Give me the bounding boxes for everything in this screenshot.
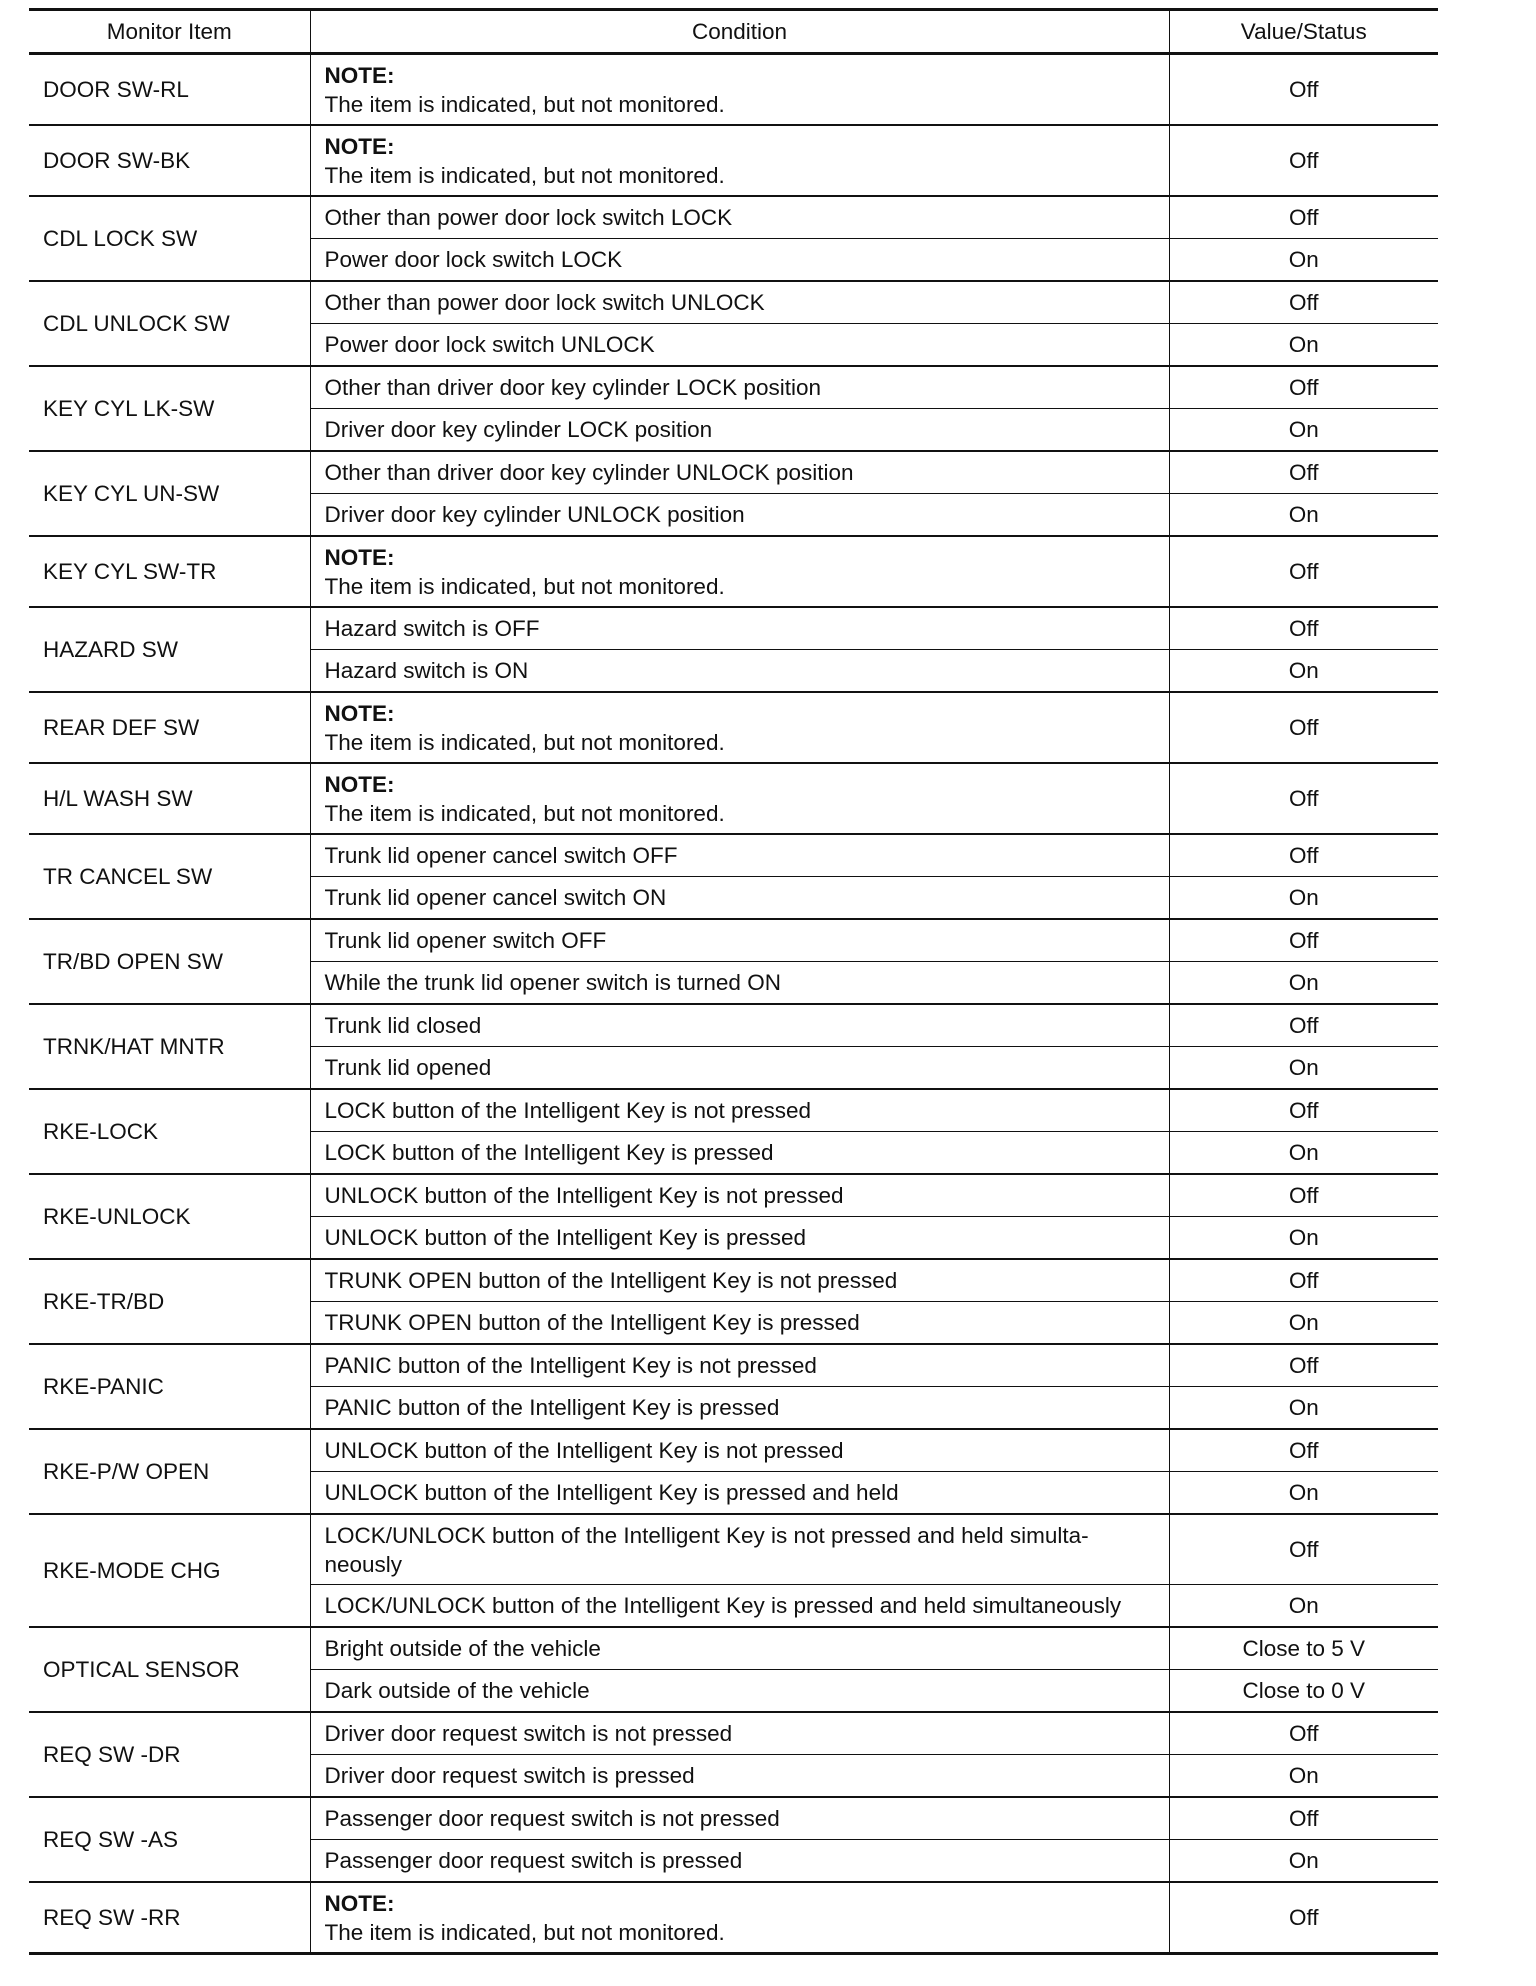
monitor-item-cell: REQ SW -RR — [29, 1882, 310, 1954]
monitor-item-cell: KEY CYL UN-SW — [29, 451, 310, 536]
note-text: The item is indicated, but not monitored. — [324, 573, 725, 599]
value-status-cell: Off — [1169, 536, 1438, 607]
condition-cell — [310, 536, 1169, 607]
value-status-cell: On — [1169, 1472, 1438, 1515]
value-status-cell: Off — [1169, 607, 1438, 650]
condition-cell: Hazard switch is OFF — [310, 607, 1169, 650]
table-row — [29, 607, 1438, 650]
value-status-cell: On — [1169, 1132, 1438, 1175]
document-page — [29, 8, 1438, 1955]
value-status-cell: On — [1169, 1217, 1438, 1260]
value-status-cell: Off — [1169, 1797, 1438, 1840]
table-row — [29, 451, 1438, 494]
condition-cell: LOCK button of the Intelligent Key is pressed — [310, 1132, 1169, 1175]
table-row — [29, 1429, 1438, 1472]
value-status-cell: Off — [1169, 1174, 1438, 1217]
condition-cell: Trunk lid opened — [310, 1047, 1169, 1090]
value-status-cell: Off — [1169, 1712, 1438, 1755]
condition-cell: UNLOCK button of the Intelligent Key is pressed and held — [310, 1472, 1169, 1515]
value-status-cell: Off — [1169, 1344, 1438, 1387]
condition-cell: Driver door key cylinder LOCK position — [310, 409, 1169, 452]
value-status-cell: Off — [1169, 1429, 1438, 1472]
note-text: The item is indicated, but not monitored. — [324, 729, 725, 755]
value-status-cell: On — [1169, 1047, 1438, 1090]
condition-cell: UNLOCK button of the Intelligent Key is not pressed — [310, 1174, 1169, 1217]
condition-cell: Trunk lid closed — [310, 1004, 1169, 1047]
monitor-item-cell: RKE-P/W OPEN — [29, 1429, 310, 1514]
header-value-status: Value/Status — [1169, 10, 1438, 54]
table-row — [29, 281, 1438, 324]
monitor-item-cell: RKE-UNLOCK — [29, 1174, 310, 1259]
monitor-item-cell: OPTICAL SENSOR — [29, 1627, 310, 1712]
monitor-item-cell: TRNK/HAT MNTR — [29, 1004, 310, 1089]
value-status-cell: On — [1169, 1585, 1438, 1628]
table-row — [29, 1712, 1438, 1755]
condition-cell: LOCK/UNLOCK button of the Intelligent Key is pressed and held simultaneously — [310, 1585, 1169, 1628]
table-row — [29, 536, 1438, 607]
note-label: NOTE: — [324, 700, 395, 726]
table-row — [29, 125, 1438, 196]
table-row — [29, 834, 1438, 877]
condition-cell: PANIC button of the Intelligent Key is pressed — [310, 1387, 1169, 1430]
monitor-item-cell: CDL LOCK SW — [29, 196, 310, 281]
value-status-cell: Off — [1169, 1514, 1438, 1585]
condition-cell: Other than driver door key cylinder UNLOCK position — [310, 451, 1169, 494]
value-status-cell: On — [1169, 324, 1438, 367]
header-monitor-item: Monitor Item — [29, 10, 310, 54]
value-status-cell: Off — [1169, 1882, 1438, 1954]
table-row — [29, 1344, 1438, 1387]
monitor-item-cell: DOOR SW-RL — [29, 54, 310, 126]
condition-cell: UNLOCK button of the Intelligent Key is pressed — [310, 1217, 1169, 1260]
condition-cell — [310, 692, 1169, 763]
condition-cell: Trunk lid opener cancel switch ON — [310, 877, 1169, 920]
condition-cell: Power door lock switch LOCK — [310, 239, 1169, 282]
condition-cell — [310, 1882, 1169, 1954]
condition-cell: Trunk lid opener cancel switch OFF — [310, 834, 1169, 877]
note-label: NOTE: — [324, 1890, 395, 1916]
note-text: The item is indicated, but not monitored. — [324, 1919, 725, 1945]
monitor-item-cell: REAR DEF SW — [29, 692, 310, 763]
monitor-item-cell: REQ SW -AS — [29, 1797, 310, 1882]
condition-cell: LOCK button of the Intelligent Key is not pressed — [310, 1089, 1169, 1132]
note-label: NOTE: — [324, 62, 395, 88]
table-row — [29, 1514, 1438, 1585]
value-status-cell: Off — [1169, 1004, 1438, 1047]
monitor-table — [29, 8, 1438, 1955]
monitor-item-cell: RKE-MODE CHG — [29, 1514, 310, 1627]
value-status-cell: Off — [1169, 834, 1438, 877]
condition-cell: TRUNK OPEN button of the Intelligent Key is not pressed — [310, 1259, 1169, 1302]
table-row — [29, 1259, 1438, 1302]
monitor-item-cell: KEY CYL SW-TR — [29, 536, 310, 607]
value-status-cell: On — [1169, 409, 1438, 452]
table-row — [29, 1089, 1438, 1132]
condition-cell: LOCK/UNLOCK button of the Intelligent Key is not pressed and held simulta-neously — [310, 1514, 1169, 1585]
value-status-cell: Off — [1169, 366, 1438, 409]
table-row — [29, 366, 1438, 409]
table-row — [29, 1797, 1438, 1840]
condition-cell: Dark outside of the vehicle — [310, 1670, 1169, 1713]
condition-cell: While the trunk lid opener switch is turned ON — [310, 962, 1169, 1005]
monitor-item-cell: RKE-TR/BD — [29, 1259, 310, 1344]
monitor-item-cell: CDL UNLOCK SW — [29, 281, 310, 366]
table-row — [29, 1004, 1438, 1047]
condition-cell — [310, 54, 1169, 126]
value-status-cell: On — [1169, 962, 1438, 1005]
condition-cell: Bright outside of the vehicle — [310, 1627, 1169, 1670]
header-condition: Condition — [310, 10, 1169, 54]
monitor-item-cell: TR/BD OPEN SW — [29, 919, 310, 1004]
table-header — [29, 10, 1438, 54]
value-status-cell: On — [1169, 1387, 1438, 1430]
table-row — [29, 196, 1438, 239]
table-row — [29, 1882, 1438, 1954]
value-status-cell: Off — [1169, 281, 1438, 324]
condition-cell: Hazard switch is ON — [310, 650, 1169, 693]
condition-cell: UNLOCK button of the Intelligent Key is not pressed — [310, 1429, 1169, 1472]
monitor-item-cell: KEY CYL LK-SW — [29, 366, 310, 451]
condition-cell: Driver door request switch is not pressed — [310, 1712, 1169, 1755]
header-row — [29, 10, 1438, 54]
value-status-cell: Off — [1169, 1259, 1438, 1302]
note-text: The item is indicated, but not monitored. — [324, 162, 725, 188]
value-status-cell: On — [1169, 1302, 1438, 1345]
note-text: The item is indicated, but not monitored. — [324, 800, 725, 826]
value-status-cell: Off — [1169, 196, 1438, 239]
table-row — [29, 1174, 1438, 1217]
value-status-cell: Close to 0 V — [1169, 1670, 1438, 1713]
condition-cell: Driver door request switch is pressed — [310, 1755, 1169, 1798]
note-label: NOTE: — [324, 771, 395, 797]
table-body — [29, 54, 1438, 1954]
condition-cell: Passenger door request switch is pressed — [310, 1840, 1169, 1883]
condition-cell: Driver door key cylinder UNLOCK position — [310, 494, 1169, 537]
monitor-item-cell: DOOR SW-BK — [29, 125, 310, 196]
value-status-cell: On — [1169, 239, 1438, 282]
value-status-cell: Off — [1169, 919, 1438, 962]
table-row — [29, 1627, 1438, 1670]
note-label: NOTE: — [324, 133, 395, 159]
value-status-cell: On — [1169, 494, 1438, 537]
note-label: NOTE: — [324, 544, 395, 570]
monitor-item-cell: RKE-PANIC — [29, 1344, 310, 1429]
condition-cell: Power door lock switch UNLOCK — [310, 324, 1169, 367]
condition-cell: Other than driver door key cylinder LOCK position — [310, 366, 1169, 409]
value-status-cell: Off — [1169, 54, 1438, 126]
condition-cell: TRUNK OPEN button of the Intelligent Key is pressed — [310, 1302, 1169, 1345]
table-row — [29, 692, 1438, 763]
value-status-cell: On — [1169, 1755, 1438, 1798]
condition-cell: Other than power door lock switch UNLOCK — [310, 281, 1169, 324]
value-status-cell: Off — [1169, 1089, 1438, 1132]
value-status-cell: Off — [1169, 692, 1438, 763]
table-row — [29, 763, 1438, 834]
condition-cell: Passenger door request switch is not pressed — [310, 1797, 1169, 1840]
value-status-cell: Close to 5 V — [1169, 1627, 1438, 1670]
condition-cell — [310, 763, 1169, 834]
value-status-cell: On — [1169, 1840, 1438, 1883]
monitor-item-cell: HAZARD SW — [29, 607, 310, 692]
value-status-cell: On — [1169, 877, 1438, 920]
value-status-cell: Off — [1169, 125, 1438, 196]
table-row — [29, 919, 1438, 962]
value-status-cell: Off — [1169, 451, 1438, 494]
monitor-item-cell: REQ SW -DR — [29, 1712, 310, 1797]
monitor-item-cell: TR CANCEL SW — [29, 834, 310, 919]
value-status-cell: Off — [1169, 763, 1438, 834]
monitor-item-cell: H/L WASH SW — [29, 763, 310, 834]
table-row — [29, 54, 1438, 126]
monitor-item-cell: RKE-LOCK — [29, 1089, 310, 1174]
condition-cell: PANIC button of the Intelligent Key is not pressed — [310, 1344, 1169, 1387]
value-status-cell: On — [1169, 650, 1438, 693]
note-text: The item is indicated, but not monitored. — [324, 91, 725, 117]
condition-cell: Trunk lid opener switch OFF — [310, 919, 1169, 962]
condition-cell: Other than power door lock switch LOCK — [310, 196, 1169, 239]
condition-cell — [310, 125, 1169, 196]
